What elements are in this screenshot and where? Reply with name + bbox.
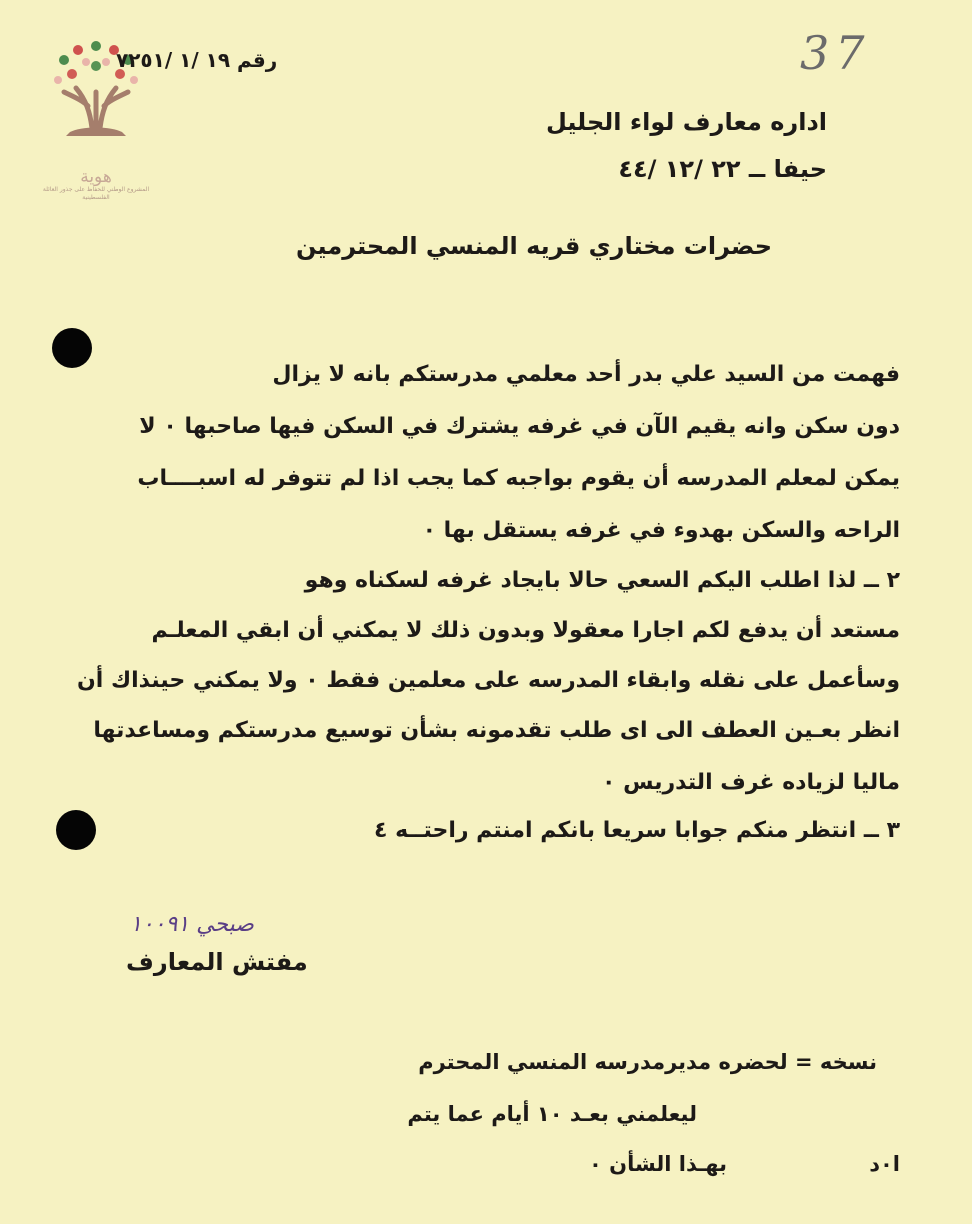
body-line: دون سكن وانه يقيم الآن في غرفه يشترك في السكن فيها صاحبها ٠ لا bbox=[139, 414, 900, 439]
watermark-brand: هوية bbox=[80, 167, 112, 187]
body-line: يمكن لمعلم المدرسه أن يقوم بواجبه كما يجب اذا لم تتوفر له اسبــــاب bbox=[137, 466, 900, 491]
body-line: مستعد أن يدفع لكم اجارا معقولا وبدون ذلك لا يمكني أن ابقي المعلـم bbox=[151, 618, 900, 643]
body-line: ٢ ــ لذا اطلب اليكم السعي حالا بايجاد غرفه لسكناه وهو bbox=[304, 568, 900, 593]
reference-number: رقم ١٩ /١ /٧٢٥١ bbox=[116, 48, 278, 72]
body-line: ماليا لزياده غرف التدريس ٠ bbox=[602, 770, 900, 795]
copy-note-line: بهـذا الشأن ٠ bbox=[589, 1152, 727, 1176]
place-date: حيفا ــ ٢٢ /١٢ /٤٤ bbox=[618, 155, 827, 183]
watermark-caption: المشروع الوطني للحفاظ على جذور العائلة الفلسطينية bbox=[42, 186, 150, 201]
folio-number: 37 bbox=[800, 26, 871, 80]
body-line: فهمت من السيد علي بدر أحد معلمي مدرستكم بانه لا يزال bbox=[272, 362, 900, 387]
initials: ا٠د bbox=[869, 1152, 900, 1176]
signature: صبحي ١٠٠٩١ bbox=[130, 912, 254, 937]
punch-hole bbox=[56, 810, 96, 850]
signer-title: مفتش المعارف bbox=[126, 948, 308, 976]
punch-hole bbox=[52, 328, 92, 368]
body-line: انظر بعـين العطف الى اى طلب تقدمونه بشأن توسيع مدرستكم ومساعدتها bbox=[93, 718, 900, 743]
salutation: حضرات مختاري قريه المنسي المحترمين bbox=[295, 232, 772, 260]
office-heading: اداره معارف لواء الجليل bbox=[545, 108, 827, 136]
body-line: ٣ ــ انتظر منكم جوابا سريعا بانكم امنتم راحتــه ٤ bbox=[374, 818, 900, 843]
copy-note-line: نسخه = لحضره مديرمدرسه المنسي المحترم bbox=[418, 1050, 877, 1074]
copy-note-line: ليعلمني بعـد ١٠ أيام عما يتم bbox=[407, 1102, 697, 1126]
body-line: وسأعمل على نقله وابقاء المدرسه على معلمين فقط ٠ ولا يمكني حينذاك أن bbox=[76, 668, 900, 693]
body-line: الراحه والسكن بهدوء في غرفه يستقل بها ٠ bbox=[422, 518, 900, 543]
